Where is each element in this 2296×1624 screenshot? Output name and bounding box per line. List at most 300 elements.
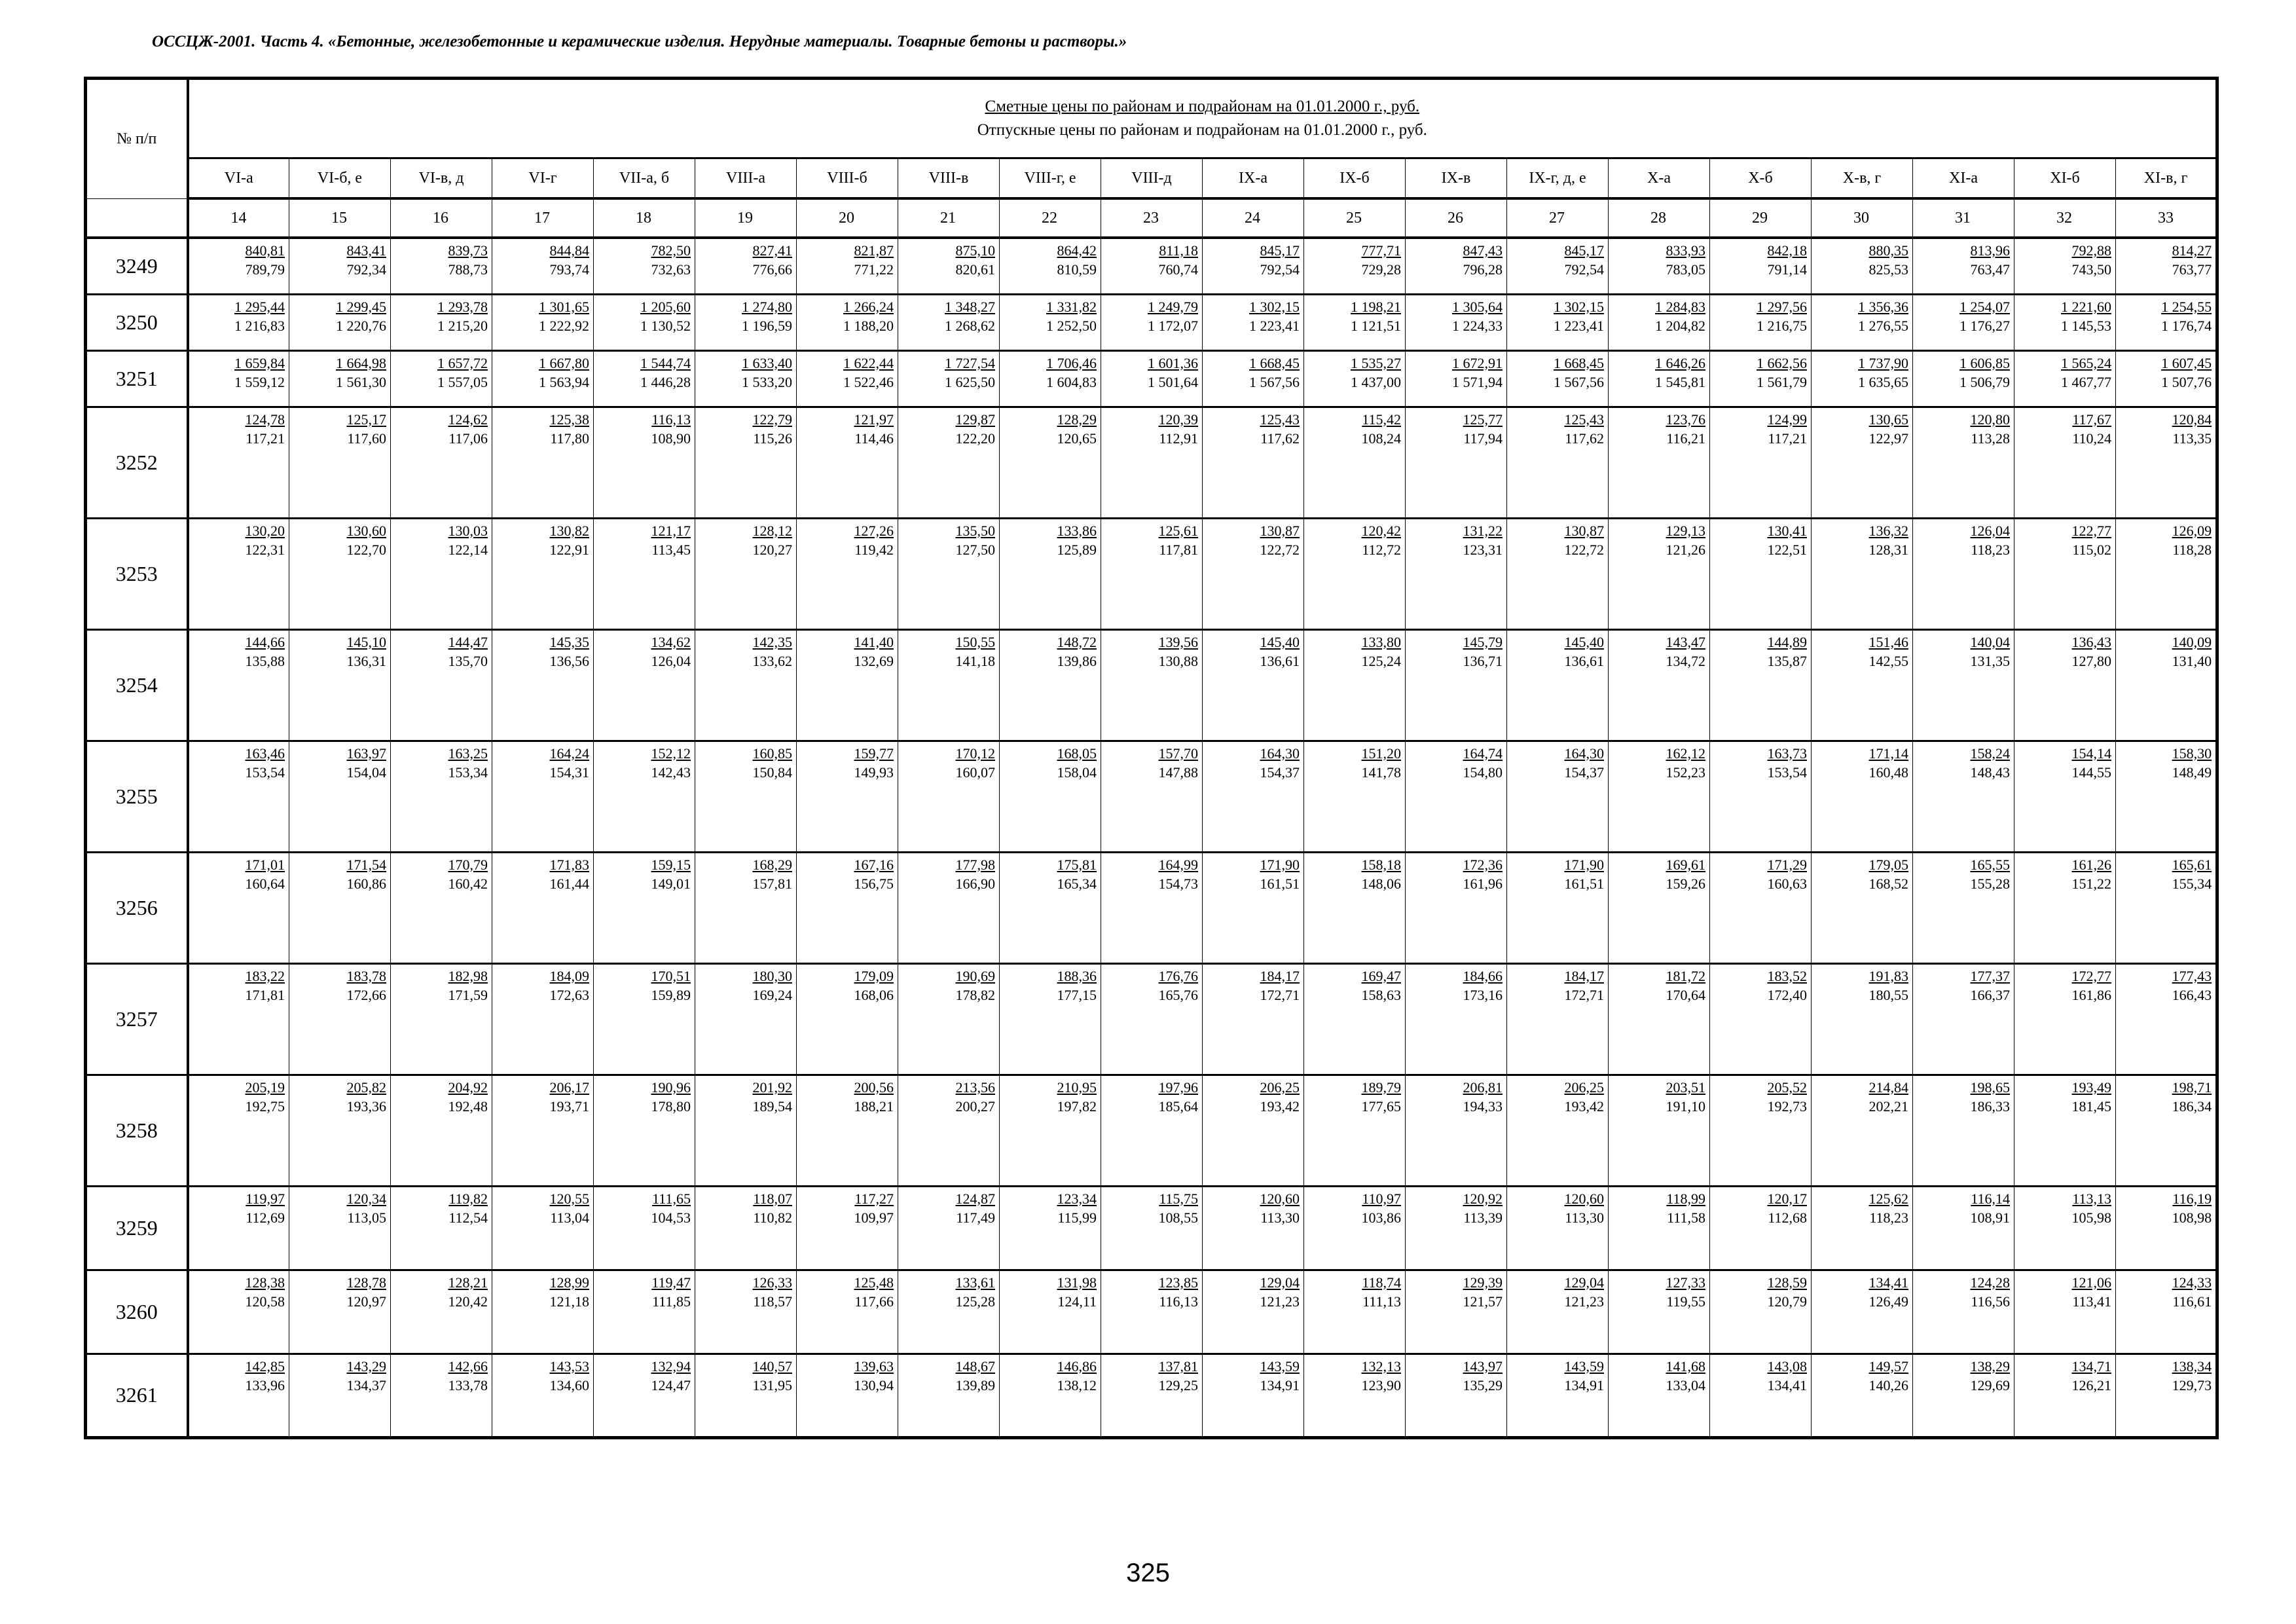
estimated-price: 129,04 bbox=[1260, 1274, 1300, 1291]
estimated-price: 1 301,65 bbox=[539, 298, 589, 315]
estimated-price: 1 727,54 bbox=[945, 354, 995, 371]
release-price: 149,93 bbox=[854, 764, 894, 781]
price-cell bbox=[1406, 518, 1507, 629]
release-price: 142,55 bbox=[1868, 652, 1908, 669]
estimated-price: 1 254,55 bbox=[2161, 298, 2212, 315]
price-cell bbox=[898, 238, 1000, 294]
release-price: 136,61 bbox=[1564, 652, 1604, 669]
release-price: 135,70 bbox=[448, 652, 488, 669]
price-cell bbox=[1812, 1075, 1913, 1186]
release-price: 1 224,33 bbox=[1452, 317, 1503, 334]
estimated-price: 183,78 bbox=[346, 967, 386, 984]
estimated-price: 1 565,24 bbox=[2061, 354, 2111, 371]
estimated-price: 145,79 bbox=[1463, 633, 1503, 650]
price-cell bbox=[695, 407, 797, 518]
table-row bbox=[86, 518, 2217, 629]
price-cell bbox=[188, 852, 289, 963]
release-price: 134,91 bbox=[1564, 1376, 1604, 1393]
row-number: 3260 bbox=[86, 1270, 188, 1354]
release-price: 202,21 bbox=[1868, 1098, 1908, 1115]
price-cell bbox=[2014, 963, 2116, 1075]
estimated-price: 134,41 bbox=[1868, 1274, 1908, 1291]
price-cell bbox=[898, 629, 1000, 741]
release-price: 120,42 bbox=[448, 1293, 488, 1310]
price-cell bbox=[1710, 741, 1812, 852]
estimated-price: 179,05 bbox=[1868, 856, 1908, 873]
release-price: 1 545,81 bbox=[1655, 373, 1705, 390]
release-price: 1 533,20 bbox=[742, 373, 792, 390]
estimated-price: 113,13 bbox=[2072, 1190, 2111, 1207]
price-cell bbox=[1812, 518, 1913, 629]
price-cell bbox=[1304, 1270, 1406, 1354]
price-cell bbox=[594, 1186, 695, 1270]
release-price: 155,34 bbox=[2172, 875, 2212, 892]
release-price: 121,18 bbox=[549, 1293, 589, 1310]
region-header: VII-а, б bbox=[594, 158, 695, 199]
price-cell bbox=[391, 1354, 492, 1437]
price-cell bbox=[1101, 1270, 1203, 1354]
price-cell bbox=[1304, 1186, 1406, 1270]
release-price: 1 561,79 bbox=[1757, 373, 1807, 390]
release-price: 1 446,28 bbox=[640, 373, 691, 390]
row-number: 3254 bbox=[86, 629, 188, 741]
price-cell bbox=[1000, 238, 1101, 294]
release-price: 161,51 bbox=[1564, 875, 1604, 892]
estimated-price: 184,66 bbox=[1463, 967, 1503, 984]
price-cell bbox=[594, 407, 695, 518]
price-cell bbox=[1913, 963, 2014, 1075]
release-price: 161,51 bbox=[1260, 875, 1300, 892]
price-cell bbox=[1710, 1186, 1812, 1270]
release-price: 119,55 bbox=[1666, 1293, 1705, 1310]
estimated-price: 163,97 bbox=[346, 745, 386, 762]
estimated-price: 151,46 bbox=[1868, 633, 1908, 650]
release-price: 136,31 bbox=[346, 652, 386, 669]
release-price: 171,59 bbox=[448, 986, 488, 1003]
release-price: 116,56 bbox=[1971, 1293, 2010, 1310]
price-cell bbox=[1406, 1186, 1507, 1270]
price-cell bbox=[289, 350, 391, 407]
estimated-price: 833,93 bbox=[1666, 242, 1705, 259]
estimated-price: 130,65 bbox=[1868, 411, 1908, 428]
column-number: 33 bbox=[2116, 198, 2217, 238]
price-cell bbox=[898, 1270, 1000, 1354]
estimated-price: 130,82 bbox=[549, 522, 589, 539]
estimated-price: 168,29 bbox=[752, 856, 792, 873]
release-price: 136,56 bbox=[549, 652, 589, 669]
region-header: X-в, г bbox=[1812, 158, 1913, 199]
release-price: 112,69 bbox=[246, 1209, 285, 1226]
price-cell bbox=[1507, 963, 1609, 1075]
price-cell bbox=[492, 741, 594, 852]
column-number: 28 bbox=[1609, 198, 1710, 238]
estimated-price: 134,71 bbox=[2071, 1357, 2111, 1375]
release-price: 1 130,52 bbox=[640, 317, 691, 334]
price-cell bbox=[1101, 518, 1203, 629]
release-price: 200,27 bbox=[955, 1098, 995, 1115]
release-price: 172,71 bbox=[1564, 986, 1604, 1003]
release-price: 1 559,12 bbox=[234, 373, 285, 390]
release-price: 117,80 bbox=[550, 430, 589, 447]
price-cell bbox=[695, 1075, 797, 1186]
price-cell bbox=[391, 350, 492, 407]
estimated-price: 132,94 bbox=[651, 1357, 691, 1375]
estimated-price: 128,29 bbox=[1057, 411, 1097, 428]
estimated-price: 170,79 bbox=[448, 856, 488, 873]
price-cell bbox=[1812, 238, 1913, 294]
release-price: 789,79 bbox=[245, 261, 285, 278]
price-cell bbox=[1913, 1075, 2014, 1186]
price-cell bbox=[1609, 518, 1710, 629]
price-cell bbox=[898, 1075, 1000, 1186]
release-price: 111,85 bbox=[652, 1293, 691, 1310]
release-price: 129,69 bbox=[1970, 1376, 2010, 1393]
estimated-price: 144,66 bbox=[245, 633, 285, 650]
release-price: 1 188,20 bbox=[843, 317, 894, 334]
release-price: 160,64 bbox=[245, 875, 285, 892]
release-price: 158,63 bbox=[1361, 986, 1401, 1003]
price-cell bbox=[391, 238, 492, 294]
estimated-price: 210,95 bbox=[1057, 1079, 1097, 1096]
estimated-price: 116,13 bbox=[651, 411, 691, 428]
release-price: 1 506,79 bbox=[1959, 373, 2010, 390]
estimated-price: 134,62 bbox=[651, 633, 691, 650]
release-price: 732,63 bbox=[651, 261, 691, 278]
release-price: 110,82 bbox=[753, 1209, 792, 1226]
estimated-price: 120,80 bbox=[1970, 411, 2010, 428]
estimated-price: 111,65 bbox=[652, 1190, 691, 1207]
row-number: 3256 bbox=[86, 852, 188, 963]
column-number: 22 bbox=[1000, 198, 1101, 238]
estimated-price: 1 295,44 bbox=[234, 298, 285, 315]
estimated-price: 145,40 bbox=[1260, 633, 1300, 650]
release-price: 115,02 bbox=[2072, 541, 2111, 558]
release-price: 117,49 bbox=[956, 1209, 995, 1226]
price-cell bbox=[492, 1075, 594, 1186]
release-price: 130,94 bbox=[854, 1376, 894, 1393]
price-cell bbox=[1101, 963, 1203, 1075]
release-price: 194,33 bbox=[1463, 1098, 1503, 1115]
price-cell bbox=[391, 1075, 492, 1186]
release-price: 134,91 bbox=[1260, 1376, 1300, 1393]
estimated-price: 148,67 bbox=[955, 1357, 995, 1375]
price-cell bbox=[188, 1075, 289, 1186]
release-price: 126,49 bbox=[1868, 1293, 1908, 1310]
price-cell bbox=[1812, 629, 1913, 741]
estimated-price: 124,87 bbox=[955, 1190, 995, 1207]
price-cell bbox=[391, 852, 492, 963]
release-price: 116,13 bbox=[1159, 1293, 1198, 1310]
estimated-price: 880,35 bbox=[1868, 242, 1908, 259]
release-price: 189,54 bbox=[752, 1098, 792, 1115]
estimated-price: 132,13 bbox=[1361, 1357, 1401, 1375]
release-price: 178,80 bbox=[651, 1098, 691, 1115]
estimated-price: 125,61 bbox=[1158, 522, 1198, 539]
price-cell bbox=[1000, 852, 1101, 963]
price-cell bbox=[1609, 1270, 1710, 1354]
table-title bbox=[188, 79, 2217, 158]
estimated-price: 118,74 bbox=[1362, 1274, 1401, 1291]
release-price: 153,54 bbox=[245, 764, 285, 781]
release-price: 729,28 bbox=[1361, 261, 1401, 278]
estimated-price: 842,18 bbox=[1767, 242, 1807, 259]
price-cell bbox=[1812, 350, 1913, 407]
release-price: 113,45 bbox=[651, 541, 691, 558]
price-cell bbox=[188, 407, 289, 518]
column-number: 21 bbox=[898, 198, 1000, 238]
price-cell bbox=[594, 1270, 695, 1354]
price-cell bbox=[391, 741, 492, 852]
estimated-price: 122,77 bbox=[2071, 522, 2111, 539]
release-price: 133,62 bbox=[752, 652, 792, 669]
price-cell bbox=[1812, 963, 1913, 1075]
estimated-price: 144,89 bbox=[1767, 633, 1807, 650]
price-cell bbox=[2116, 1186, 2217, 1270]
price-cell bbox=[1913, 350, 2014, 407]
release-price: 154,73 bbox=[1158, 875, 1198, 892]
release-price: 122,91 bbox=[549, 541, 589, 558]
release-price: 113,28 bbox=[1971, 430, 2010, 447]
release-price: 792,34 bbox=[346, 261, 386, 278]
estimated-price: 821,87 bbox=[854, 242, 894, 259]
price-cell bbox=[1507, 294, 1609, 350]
estimated-price: 119,82 bbox=[448, 1190, 488, 1207]
price-cell bbox=[2116, 238, 2217, 294]
estimated-price: 125,43 bbox=[1564, 411, 1604, 428]
release-price: 160,07 bbox=[955, 764, 995, 781]
price-cell bbox=[2014, 294, 2116, 350]
column-number: 24 bbox=[1203, 198, 1304, 238]
estimated-price: 167,16 bbox=[854, 856, 894, 873]
table-row bbox=[86, 1354, 2217, 1437]
price-cell bbox=[1304, 294, 1406, 350]
estimated-price: 128,21 bbox=[448, 1274, 488, 1291]
price-cell bbox=[695, 852, 797, 963]
estimated-price: 177,98 bbox=[955, 856, 995, 873]
price-cell bbox=[391, 294, 492, 350]
price-cell bbox=[492, 407, 594, 518]
release-price: 122,51 bbox=[1767, 541, 1807, 558]
price-cell bbox=[2116, 1270, 2217, 1354]
price-cell bbox=[1710, 350, 1812, 407]
price-cell bbox=[1203, 963, 1304, 1075]
release-price: 136,71 bbox=[1463, 652, 1503, 669]
table-body bbox=[86, 238, 2217, 1437]
estimated-price: 124,62 bbox=[448, 411, 488, 428]
price-cell bbox=[1304, 518, 1406, 629]
release-price: 793,74 bbox=[549, 261, 589, 278]
row-number: 3251 bbox=[86, 350, 188, 407]
estimated-price: 206,25 bbox=[1564, 1079, 1604, 1096]
price-cell bbox=[898, 518, 1000, 629]
price-cell bbox=[2116, 963, 2217, 1075]
estimated-price: 125,38 bbox=[549, 411, 589, 428]
estimated-price: 171,83 bbox=[549, 856, 589, 873]
price-cell bbox=[1609, 238, 1710, 294]
estimated-price: 164,24 bbox=[549, 745, 589, 762]
estimated-price: 1 668,45 bbox=[1554, 354, 1604, 371]
release-price: 117,21 bbox=[246, 430, 285, 447]
estimated-price: 198,65 bbox=[1970, 1079, 2010, 1096]
release-price: 172,71 bbox=[1260, 986, 1300, 1003]
release-price: 138,12 bbox=[1057, 1376, 1097, 1393]
estimated-price: 120,55 bbox=[549, 1190, 589, 1207]
release-price: 148,06 bbox=[1361, 875, 1401, 892]
price-cell bbox=[492, 238, 594, 294]
price-cell bbox=[492, 1354, 594, 1437]
release-price: 113,41 bbox=[2072, 1293, 2111, 1310]
estimated-price: 129,39 bbox=[1463, 1274, 1503, 1291]
release-price: 180,55 bbox=[1868, 986, 1908, 1003]
region-header: XI-б bbox=[2014, 158, 2116, 199]
region-header: VIII-б bbox=[797, 158, 898, 199]
price-cell bbox=[1913, 1354, 2014, 1437]
estimated-price: 116,19 bbox=[2172, 1190, 2212, 1207]
price-cell bbox=[1913, 1270, 2014, 1354]
estimated-price: 143,29 bbox=[346, 1357, 386, 1375]
price-cell bbox=[1203, 741, 1304, 852]
estimated-price: 189,79 bbox=[1361, 1079, 1401, 1096]
table-row bbox=[86, 350, 2217, 407]
release-price: 771,22 bbox=[854, 261, 894, 278]
price-cell bbox=[695, 294, 797, 350]
price-cell bbox=[2014, 629, 2116, 741]
estimated-price: 193,49 bbox=[2071, 1079, 2111, 1096]
region-header: VI-а bbox=[188, 158, 289, 199]
estimated-price: 171,90 bbox=[1564, 856, 1604, 873]
release-price: 121,23 bbox=[1564, 1293, 1604, 1310]
release-price: 119,42 bbox=[854, 541, 894, 558]
release-price: 130,88 bbox=[1158, 652, 1198, 669]
release-price: 140,26 bbox=[1868, 1376, 1908, 1393]
price-cell bbox=[1304, 407, 1406, 518]
release-price: 135,88 bbox=[245, 652, 285, 669]
estimated-price: 124,99 bbox=[1767, 411, 1807, 428]
estimated-price: 1 667,80 bbox=[539, 354, 589, 371]
release-price: 1 567,56 bbox=[1554, 373, 1604, 390]
release-price: 192,48 bbox=[448, 1098, 488, 1115]
release-price: 113,30 bbox=[1260, 1209, 1300, 1226]
release-price: 1 176,27 bbox=[1959, 317, 2010, 334]
estimated-price: 847,43 bbox=[1463, 242, 1503, 259]
estimated-price: 170,51 bbox=[651, 967, 691, 984]
release-price: 191,10 bbox=[1666, 1098, 1705, 1115]
price-cell bbox=[2014, 1270, 2116, 1354]
region-header: VIII-г, е bbox=[1000, 158, 1101, 199]
price-cell bbox=[1101, 741, 1203, 852]
release-price: 131,95 bbox=[752, 1376, 792, 1393]
release-price: 141,78 bbox=[1361, 764, 1401, 781]
table-row bbox=[86, 629, 2217, 741]
estimated-price: 875,10 bbox=[955, 242, 995, 259]
release-price: 118,28 bbox=[2172, 541, 2212, 558]
price-cell bbox=[898, 294, 1000, 350]
estimated-price: 137,81 bbox=[1158, 1357, 1198, 1375]
price-cell bbox=[2014, 1354, 2116, 1437]
estimated-price: 197,96 bbox=[1158, 1079, 1198, 1096]
price-cell bbox=[391, 1270, 492, 1354]
estimated-price: 143,97 bbox=[1463, 1357, 1503, 1375]
release-price: 131,35 bbox=[1970, 652, 2010, 669]
price-cell bbox=[1000, 629, 1101, 741]
estimated-price: 206,25 bbox=[1260, 1079, 1300, 1096]
release-price: 825,53 bbox=[1868, 261, 1908, 278]
price-cell bbox=[1507, 350, 1609, 407]
price-cell bbox=[797, 963, 898, 1075]
price-cell bbox=[1203, 1186, 1304, 1270]
release-price: 763,77 bbox=[2172, 261, 2212, 278]
release-price: 127,50 bbox=[955, 541, 995, 558]
column-number-row bbox=[86, 198, 2217, 238]
estimated-price: 130,41 bbox=[1767, 522, 1807, 539]
estimated-price: 198,71 bbox=[2172, 1079, 2212, 1096]
region-header: XI-в, г bbox=[2116, 158, 2217, 199]
estimated-price: 143,08 bbox=[1767, 1357, 1807, 1375]
price-cell bbox=[289, 294, 391, 350]
estimated-price: 143,47 bbox=[1666, 633, 1705, 650]
table-row bbox=[86, 1186, 2217, 1270]
price-cell bbox=[1203, 518, 1304, 629]
estimated-price: 1 205,60 bbox=[640, 298, 691, 315]
price-cell bbox=[594, 238, 695, 294]
price-cell bbox=[1913, 1186, 2014, 1270]
price-cell bbox=[188, 1186, 289, 1270]
estimated-price: 145,35 bbox=[549, 633, 589, 650]
estimated-price: 840,81 bbox=[245, 242, 285, 259]
estimated-price: 164,30 bbox=[1260, 745, 1300, 762]
estimated-price: 142,85 bbox=[245, 1357, 285, 1375]
release-price: 783,05 bbox=[1666, 261, 1705, 278]
release-price: 1 507,76 bbox=[2161, 373, 2212, 390]
price-cell bbox=[492, 629, 594, 741]
estimated-price: 176,76 bbox=[1158, 967, 1198, 984]
price-cell bbox=[594, 1075, 695, 1186]
release-price: 1 625,50 bbox=[945, 373, 995, 390]
price-cell bbox=[1000, 294, 1101, 350]
release-price: 157,81 bbox=[752, 875, 792, 892]
release-price: 1 604,83 bbox=[1046, 373, 1097, 390]
price-cell bbox=[1710, 407, 1812, 518]
title-release-prices: Отпускные цены по районам и подрайонам на 01.01.2000 г., руб. bbox=[977, 121, 1427, 139]
release-price: 170,64 bbox=[1666, 986, 1705, 1003]
price-cell bbox=[289, 629, 391, 741]
table-row bbox=[86, 407, 2217, 518]
price-cell bbox=[1609, 407, 1710, 518]
estimated-price: 143,59 bbox=[1260, 1357, 1300, 1375]
price-cell bbox=[1507, 238, 1609, 294]
price-cell bbox=[898, 741, 1000, 852]
price-cell bbox=[1000, 1075, 1101, 1186]
table-row bbox=[86, 852, 2217, 963]
release-price: 1 196,59 bbox=[742, 317, 792, 334]
price-cell bbox=[1710, 294, 1812, 350]
estimated-price: 171,01 bbox=[245, 856, 285, 873]
price-cell bbox=[594, 963, 695, 1075]
price-cell bbox=[2116, 741, 2217, 852]
estimated-price: 110,97 bbox=[1362, 1190, 1401, 1207]
price-cell bbox=[1101, 852, 1203, 963]
estimated-price: 133,61 bbox=[955, 1274, 995, 1291]
estimated-price: 139,56 bbox=[1158, 633, 1198, 650]
estimated-price: 1 198,21 bbox=[1351, 298, 1401, 315]
estimated-price: 120,42 bbox=[1361, 522, 1401, 539]
estimated-price: 133,80 bbox=[1361, 633, 1401, 650]
release-price: 142,43 bbox=[651, 764, 691, 781]
estimated-price: 177,37 bbox=[1970, 967, 2010, 984]
price-cell bbox=[1609, 294, 1710, 350]
estimated-price: 120,17 bbox=[1767, 1190, 1807, 1207]
release-price: 124,47 bbox=[651, 1376, 691, 1393]
